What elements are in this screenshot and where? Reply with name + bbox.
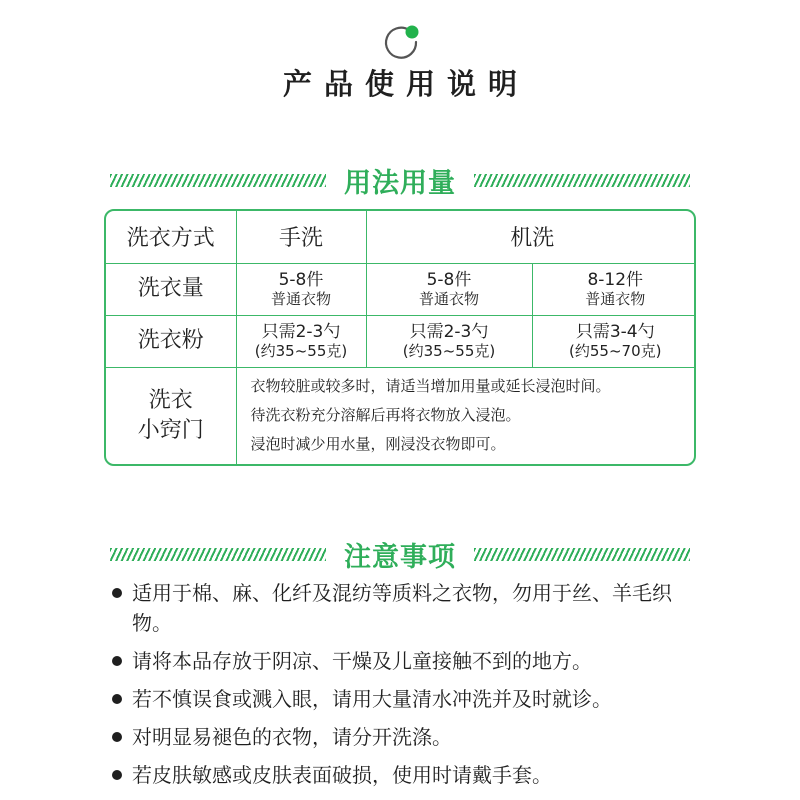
list-item [112, 684, 702, 714]
table-cell [532, 315, 696, 367]
cell-sub-text: (约35~55克) [402, 341, 496, 360]
list-item [112, 578, 702, 638]
table-row [106, 211, 696, 263]
note-text: 适用于棉、麻、化纤及混纺等质料之衣物，勿用于丝、羊毛织物。 [132, 581, 672, 635]
machine-wash-header: 机洗 [366, 211, 696, 263]
cell-main-text: 只需3-4勺 [575, 321, 655, 342]
table-cell [236, 263, 366, 315]
tip-line: 待洗衣粉充分溶解后再将衣物放入浸泡。 [250, 406, 521, 425]
cell-sub-text: 普通衣物 [585, 289, 646, 308]
powder-amount-label: 洗衣粉 [106, 315, 236, 367]
table-cell [366, 315, 532, 367]
tips-label-line: 小窍门 [137, 417, 204, 443]
table-row [106, 263, 696, 315]
notes-section-title: 注意事项 [344, 541, 456, 573]
tip-line: 浸泡时减少用水量，刚浸没衣物即可。 [250, 435, 506, 454]
laundry-tips-label [106, 367, 236, 464]
note-text: 若不慎误食或溅入眼，请用大量清水冲洗并及时就诊。 [132, 687, 612, 711]
note-text: 请将本品存放于阴凉、干燥及儿童接触不到的地方。 [132, 649, 592, 673]
table-cell [366, 263, 532, 315]
page-title: 产品使用说明 [282, 67, 529, 101]
hand-wash-header: 手洗 [236, 211, 366, 263]
decorative-stripes-right [474, 548, 690, 561]
list-item [112, 646, 702, 676]
cell-sub-text: 普通衣物 [418, 289, 479, 308]
cell-sub-text: 普通衣物 [270, 289, 331, 308]
usage-table [104, 209, 696, 466]
cell-main-text: 只需2-3勺 [409, 321, 489, 342]
table-row [106, 367, 696, 464]
decorative-stripes-left [110, 174, 326, 187]
bullet-icon [112, 694, 122, 704]
usage-section-header [110, 160, 690, 200]
note-text: 对明显易褪色的衣物，请分开洗涤。 [132, 725, 452, 749]
decorative-stripes-left [110, 548, 326, 561]
cell-main-text: 8-12件 [587, 269, 644, 290]
cell-sub-text: (约55~70克) [569, 341, 662, 360]
bullet-icon [112, 770, 122, 780]
notes-section-header [110, 534, 690, 574]
bullet-icon [112, 732, 122, 742]
list-item [112, 760, 702, 790]
laundry-tips-content [236, 367, 696, 464]
cell-main-text: 只需2-3勺 [261, 321, 341, 342]
tip-line: 衣物较脏或较多时，请适当增加用量或延长浸泡时间。 [250, 377, 611, 396]
bullet-icon [112, 656, 122, 666]
list-item [112, 722, 702, 752]
note-text: 若皮肤敏感或皮肤表面破损，使用时请戴手套。 [132, 763, 552, 787]
bullet-icon [112, 588, 122, 598]
wash-method-header: 洗衣方式 [106, 211, 236, 263]
usage-section-title: 用法用量 [344, 167, 456, 199]
table-cell [236, 315, 366, 367]
cell-main-text: 5-8件 [278, 269, 324, 290]
decorative-stripes-right [474, 174, 690, 187]
cell-main-text: 5-8件 [426, 269, 472, 290]
table-row [106, 315, 696, 367]
brand-logo-icon [383, 22, 423, 62]
notes-list [112, 578, 702, 798]
tips-label-line: 洗衣 [148, 387, 193, 413]
cell-sub-text: (约35~55克) [254, 341, 348, 360]
table-cell [532, 263, 696, 315]
laundry-amount-label: 洗衣量 [106, 263, 236, 315]
